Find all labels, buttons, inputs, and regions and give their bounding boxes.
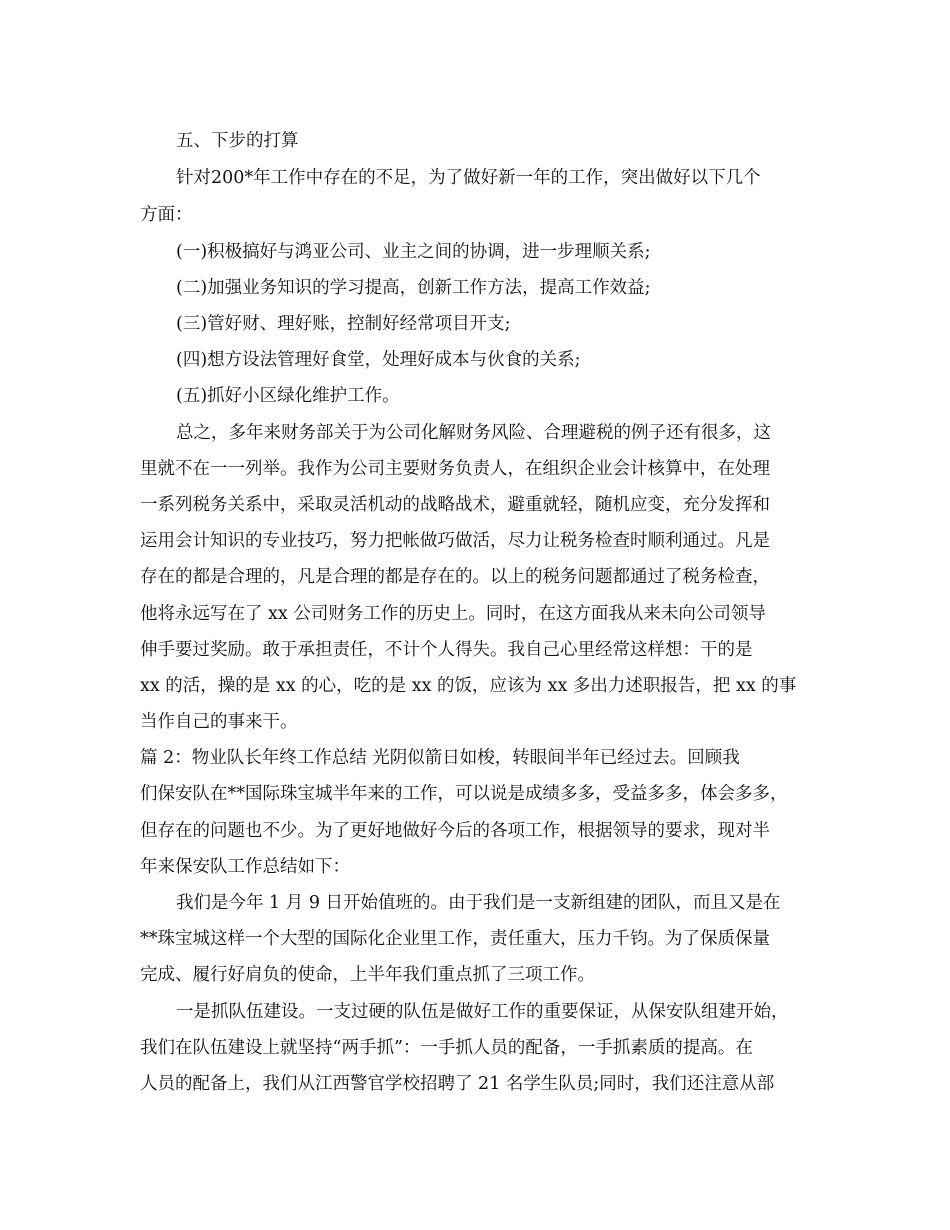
paragraph-line: xx 的活，操的是 xx 的心，吃的是 xx 的饭，应该为 xx 多出力述职报告，把 xx 的事 (140, 676, 797, 696)
paragraph-line: 里就不在一一列举。我作为公司主要财务负责人，在组织企业会计核算中，在处理 (140, 459, 770, 479)
list-item: (四)想方设法管理好食堂，处理好成本与伙食的关系; (176, 350, 581, 370)
paragraph-line: 完成、履行好肩负的使命，上半年我们重点抓了三项工作。 (140, 965, 595, 985)
paragraph-line: 年来保安队工作总结如下： (140, 857, 350, 877)
paragraph-line: 一是抓队伍建设。一支过硬的队伍是做好工作的重要保证，从保安队组建开始， (176, 1002, 789, 1022)
paragraph-line: 我们是今年 1 月 9 日开始值班的。由于我们是一支新组建的团队，而且又是在 (176, 893, 781, 913)
paragraph-line: 当作自己的事来干。 (140, 712, 298, 732)
list-item: (五)抓好小区绿化维护工作。 (176, 386, 400, 406)
paragraph-line: 一系列税务关系中，采取灵活机动的战略战术，避重就轻，随机应变，充分发挥和 (140, 495, 770, 515)
paragraph-line: 他将永远写在了 xx 公司财务工作的历史上。同时，在这方面我从来未向公司领导 (140, 604, 766, 624)
paragraph-line: 们保安队在**国际珠宝城半年来的工作，可以说是成绩多多，受益多多，体会多多， (140, 784, 788, 804)
list-item: (三)管好财、理好账，控制好经常项目开支; (176, 314, 511, 334)
section-heading: 五、下步的打算 (176, 131, 299, 151)
paragraph-line: **珠宝城这样一个大型的国际化企业里工作，责任重大，压力千钧。为了保质保量 (140, 929, 770, 949)
list-item: (一)积极搞好与鸿亚公司、业主之间的协调，进一步理顺关系; (176, 242, 651, 262)
paragraph-line: 总之，多年来财务部关于为公司化解财务风险、合理避税的例子还有很多，这 (176, 423, 771, 443)
paragraph-line: 运用会计知识的专业技巧，努力把帐做巧做活，尽力让税务检查时顺利通过。凡是 (140, 531, 770, 551)
paragraph-line: 我们在队伍建设上就坚持“两手抓”：一手抓人员的配备，一手抓素质的提高。在 (140, 1038, 753, 1058)
article-heading-line: 篇 2：物业队长年终工作总结 光阴似箭日如梭，转眼间半年已经过去。回顾我 (140, 748, 740, 768)
paragraph-line: 伸手要过奖励。敢于承担责任，不计个人得失。我自己心里经常这样想：干的是 (140, 640, 753, 660)
paragraph-line: 存在的都是合理的，凡是合理的都是存在的。以上的税务问题都通过了税务检查， (140, 567, 770, 587)
paragraph-line: 但存在的问题也不少。为了更好地做好今后的各项工作，根据领导的要求，现对半 (140, 821, 770, 841)
paragraph-line: 方面： (140, 205, 193, 225)
list-item: (二)加强业务知识的学习提高，创新工作方法，提高工作效益; (176, 278, 651, 298)
paragraph-line: 人员的配备上，我们从江西警官学校招聘了 21 名学生队员;同时，我们还注意从部 (140, 1074, 775, 1094)
paragraph-line: 针对200*年工作中存在的不足，为了做好新一年的工作，突出做好以下几个 (176, 168, 761, 188)
